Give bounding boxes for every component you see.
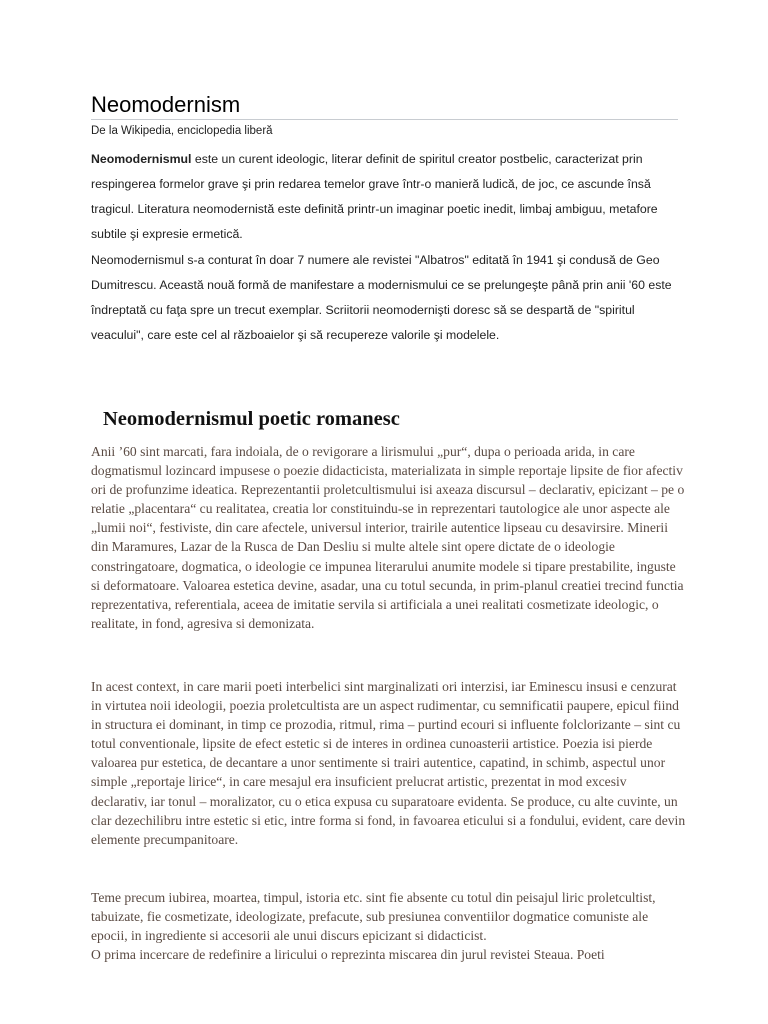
intro-paragraph [91, 147, 687, 247]
history-paragraph: Neomodernismul s-a conturat în doar 7 numere ale revistei "Albatros" editată în 1941 şi condusă de Geo Dumitrescu. Această nouă formă de manifestare a modernismului ce se prelungeşte până prin anii '60 este îndreptată cu faţa spre un trecut exemplar. Scriitorii neomodernişti doresc să se despartă de "spiritul veacului", care este cel al războaielor şi să recupereze valorile şi modelele. [91, 253, 672, 342]
essay-title: Neomodernismul poetic romanesc [103, 408, 400, 430]
essay-paragraph-3: Teme precum iubirea, moartea, timpul, istoria etc. sint fie absente cu totul din peisajul liric proletcultist, tabuizate, fie cosmetizate, ideologizate, prefacute, sub presiunea conventiilor dogmatice comuniste ale epocii, in ingrediente si accesorii ale unui discurs epicizant si didacticist. O prima incercare de redefinire a liricului o reprezinta miscarea din jurul revistei Steaua. Poeti [91, 890, 656, 963]
essay-paragraph-1: Anii ’60 sint marcati, fara indoiala, de o revigorare a lirismului „pur“, dupa o perioada arida, in care dogmatismul lozincard impusese o poezie didacticista, materializata in simple reportaje lipsite de fior afectiv ori de profunzime ideatica. Reprezentantii proletcultismului isi axeaza discursul – declarativ, epicizant – pe o relatie „placentara“ cu realitatea, creatia lor constituindu-se in reprezentari tautologice ale unor aspecte ale „lumii noi“, festiviste, din care afectele, universul interior, trairile autentice lipseau cu desavirsire. Minerii din Maramures, Lazar de la Rusca de Dan Desliu si multe altele sint opere dictate de o ideologie constringatoare, dogmatica, o ideologie ce impunea literarului anumite modele si tipare prestabilite, inguste si deformatoare. Valoarea estetica devine, asadar, una cu totul secunda, in prim-planul creatiei trecind functia reprezentativa, referentiala, aceea de imitatie servila si artificiala a unei realitati cosmetizate ideologic, o realitate, in fond, agresiva si demonizata. [91, 444, 685, 631]
intro-bold-term: Neomodernismul [91, 152, 192, 166]
intro-text: este un curent ideologic, literar definit de spiritul creator postbelic, caracterizat prin respingerea formelor grave şi prin redarea temelor grave într-o manieră ludică, de joc, ce ascunde însă tragicul. Literatura neomodernistă este definită printr-un imaginar poetic inedit, limbaj ambiguu, metafore subtile şi expresie ermetică. [91, 152, 658, 241]
article-title: Neomodernism [91, 91, 678, 120]
essay-paragraph-2: In acest context, in care marii poeti interbelici sint marginalizati ori interzisi, iar Eminescu insusi e cenzurat in virtutea noii ideologii, poezia proletcultista are un aspect rudimentar, cu semnificatii paupere, epicul fiind in structura ei dominant, in timp ce prozodia, ritmul, rima – purtind ecouri si influente folclorizante – sint cu totul conventionale, lipsite de efect estetic si de interes in ordinea cunoasterii artistice. Poezia isi pierde valoarea pur estetica, de decantare a unor sentimente si trairi autentice, capatind, in schimb, aspectul unor simple „reportaje lirice“, in care mesajul era insuficient prelucrat artistic, prezentat in mod excesiv declarativ, iar tonul – moralizator, cu o etica expusa cu suparatoare evidenta. Se produce, cu alte cuvinte, un clar dezechilibru intre estetic si etic, intre forma si fond, in favoarea eticului si a fondului, evident, care devin elemente precumpanitoare. [91, 679, 686, 847]
article-subtitle: De la Wikipedia, enciclopedia liberă [91, 125, 273, 137]
